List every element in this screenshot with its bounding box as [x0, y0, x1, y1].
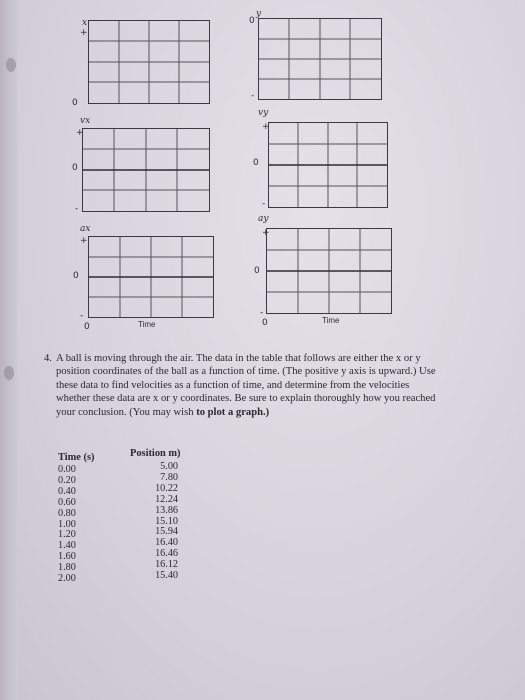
table-cell: 0.00: [58, 464, 76, 475]
x-axis-name: x: [82, 18, 88, 28]
table-cell: 16.46: [155, 548, 178, 560]
minus-sign: -: [260, 308, 264, 318]
table-cell: 13.86: [155, 504, 178, 516]
graph-x: [88, 20, 210, 104]
plus-sign: +: [80, 236, 88, 246]
table-cell: 2.00: [58, 573, 76, 585]
table-cell: 12.24: [155, 493, 178, 505]
graph-y: [258, 18, 382, 100]
ay-axis-name: ay: [258, 214, 269, 224]
table-header-time: Time (s): [58, 452, 95, 463]
table-cell: 7.80: [160, 471, 178, 483]
graph-ay: [266, 228, 392, 314]
table-cell: 15.10: [155, 515, 178, 527]
time-axis-label: Time: [322, 316, 340, 325]
graph-vy: [268, 122, 388, 208]
table-cell: 1.40: [58, 540, 76, 552]
table-cell: 15.94: [155, 526, 178, 538]
graph-vx: [82, 128, 210, 212]
position-column: [132, 462, 178, 582]
table-header-position: Position m): [130, 448, 181, 459]
zero-label: 0: [84, 322, 90, 332]
binder-hole: [6, 58, 16, 72]
plus-sign: +: [80, 28, 88, 38]
minus-sign: -: [75, 204, 79, 214]
binder-hole: [4, 366, 14, 380]
table-cell: 15.40: [155, 570, 178, 582]
table-cell: 1.20: [58, 529, 76, 541]
zero-label: 0: [249, 16, 255, 26]
time-axis-label: Time: [138, 320, 156, 329]
problem-number: 4.: [44, 353, 52, 364]
minus-sign: -: [251, 91, 255, 101]
table-cell: 10.22: [155, 482, 178, 494]
zero-label: 0: [262, 318, 268, 328]
table-cell: 1.00: [58, 518, 76, 530]
zero-label: 0: [254, 266, 260, 276]
minus-sign: -: [262, 199, 266, 209]
plus-sign: +: [76, 128, 84, 138]
binding-edge: [0, 0, 18, 700]
plus-sign: +: [262, 122, 270, 132]
problem-4: [44, 352, 436, 419]
problem-text: A ball is moving through the air. The data in the table that follows are either the x or y position coordinates of the ball as a function of time. (The positive y axis is upward.) Use these data to find velocities as a function of time, and determine from the velocities whether these data are x or y coordinates. Be sure to explain thoroughly how you reached your conclusion. (You may wish: [56, 353, 436, 418]
table-cell: 5.00: [160, 461, 178, 472]
vy-axis-name: vy: [258, 108, 269, 118]
table-cell: 16.12: [155, 559, 178, 571]
ax-axis-name: ax: [80, 224, 91, 234]
zero-label: 0: [73, 271, 79, 281]
zero-label: 0: [253, 158, 259, 168]
table-cell: 0.20: [58, 474, 76, 486]
plus-sign: +: [262, 228, 270, 238]
y-axis-name: y: [256, 9, 262, 19]
table-cell: 0.60: [58, 496, 76, 508]
zero-label: 0: [72, 98, 78, 108]
table-cell: 0.80: [58, 507, 76, 519]
table-cell: 1.80: [58, 562, 76, 574]
table-cell: 16.40: [155, 537, 178, 549]
vx-axis-name: vx: [80, 116, 91, 126]
minus-sign: -: [80, 311, 84, 321]
problem-text-bold: to plot a graph.): [196, 406, 270, 418]
table-cell: 0.40: [58, 485, 76, 497]
time-column: [58, 465, 76, 585]
table-cell: 1.60: [58, 551, 76, 563]
zero-label: 0: [72, 163, 78, 173]
graph-ax: [88, 236, 214, 318]
